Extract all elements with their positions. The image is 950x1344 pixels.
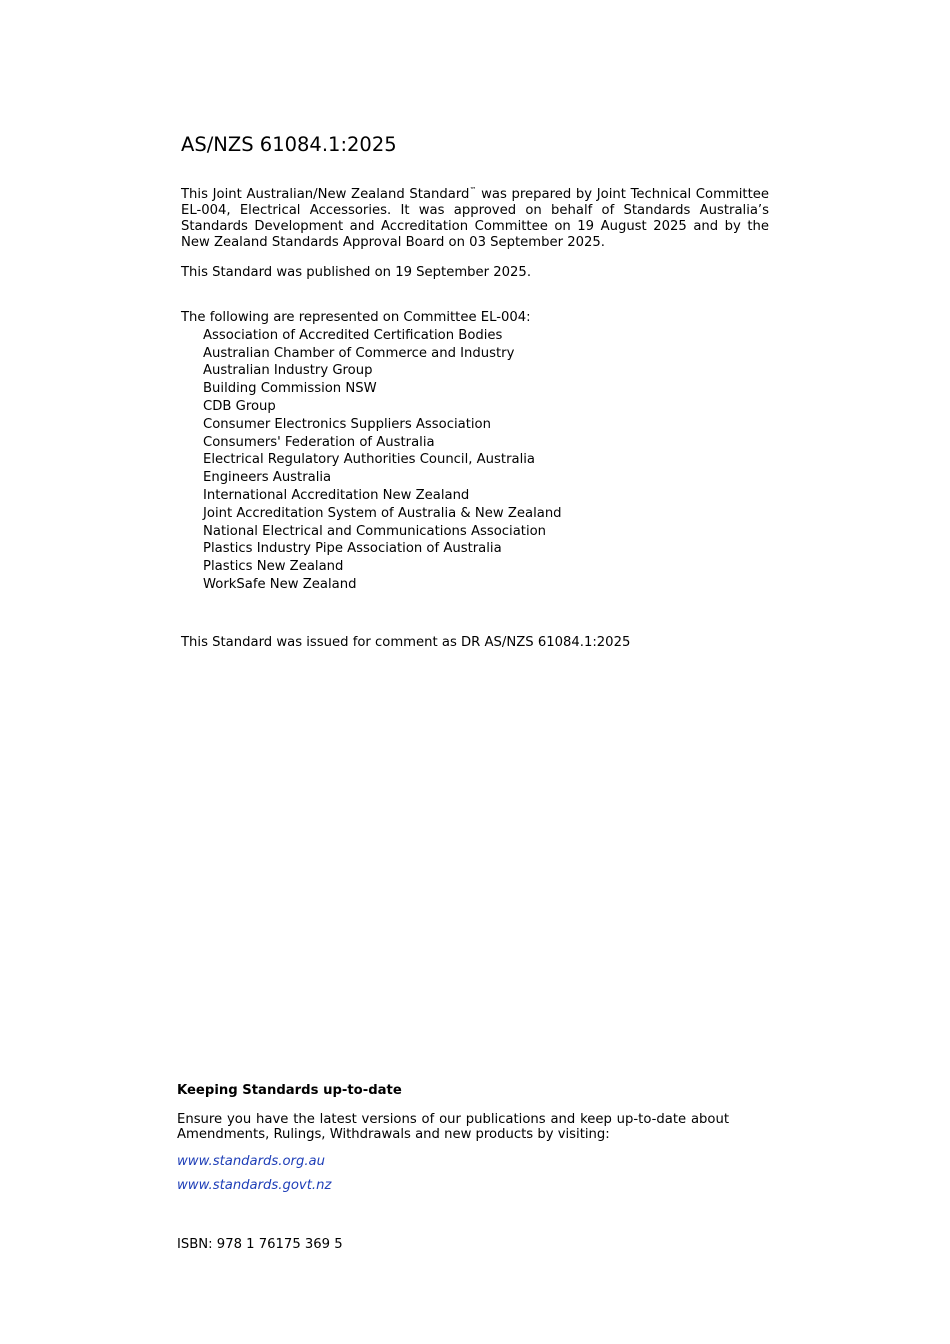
draft-issued-statement: This Standard was issued for comment as DR AS/NZS 61084.1:2025 bbox=[181, 635, 631, 650]
committee-heading: The following are represented on Committee EL-004: bbox=[181, 310, 531, 325]
committee-member: Joint Accreditation System of Australia & New Zealand bbox=[203, 505, 562, 521]
isbn-number: ISBN: 978 1 76175 369 5 bbox=[177, 1237, 343, 1252]
committee-member: Australian Chamber of Commerce and Industry bbox=[203, 345, 515, 361]
committee-member: National Electrical and Communications Association bbox=[203, 523, 547, 539]
committee-section bbox=[181, 309, 562, 594]
keeping-up-to-date-heading: Keeping Standards up-to-date bbox=[177, 1083, 402, 1098]
standards-nz-link[interactable]: www.standards.govt.nz bbox=[177, 1178, 332, 1193]
published-date-statement: This Standard was published on 19 September 2025. bbox=[181, 265, 532, 280]
committee-member-list bbox=[181, 327, 562, 594]
committee-member: Building Commission NSW bbox=[203, 381, 377, 397]
committee-member: International Accreditation New Zealand bbox=[203, 487, 470, 503]
committee-member: CDB Group bbox=[203, 398, 276, 414]
committee-member: Plastics New Zealand bbox=[203, 559, 344, 575]
intro-text-end: was prepared by Joint Technical Committee EL-004, Electrical Accessories. It was approved on behalf of Standards Australia’s Standards Development and Accreditation Committee on 19 August 2025 and by the New Zealand Standards Approval Board on 03 September 2025. bbox=[181, 187, 769, 250]
intro-paragraph bbox=[181, 187, 769, 251]
standards-australia-link[interactable]: www.standards.org.au bbox=[177, 1154, 325, 1169]
committee-member: Consumers' Federation of Australia bbox=[203, 434, 435, 450]
trademark-symbol: ™ bbox=[469, 186, 477, 194]
document-title: AS/NZS 61084.1:2025 bbox=[181, 133, 397, 156]
committee-member: Australian Industry Group bbox=[203, 363, 373, 379]
committee-member: Association of Accredited Certification Bodies bbox=[203, 327, 503, 343]
committee-member: Consumer Electronics Suppliers Association bbox=[203, 416, 491, 432]
committee-member: Electrical Regulatory Authorities Council, Australia bbox=[203, 452, 535, 468]
intro-text-start: This Joint Australian/New Zealand Standard bbox=[181, 187, 470, 202]
committee-member: Plastics Industry Pipe Association of Australia bbox=[203, 541, 502, 557]
committee-member: Engineers Australia bbox=[203, 470, 332, 486]
keeping-up-to-date-text: Ensure you have the latest versions of our publications and keep up-to-date about Amendments, Rulings, Withdrawals and new products by visiting: bbox=[177, 1112, 729, 1142]
committee-member: WorkSafe New Zealand bbox=[203, 576, 357, 592]
